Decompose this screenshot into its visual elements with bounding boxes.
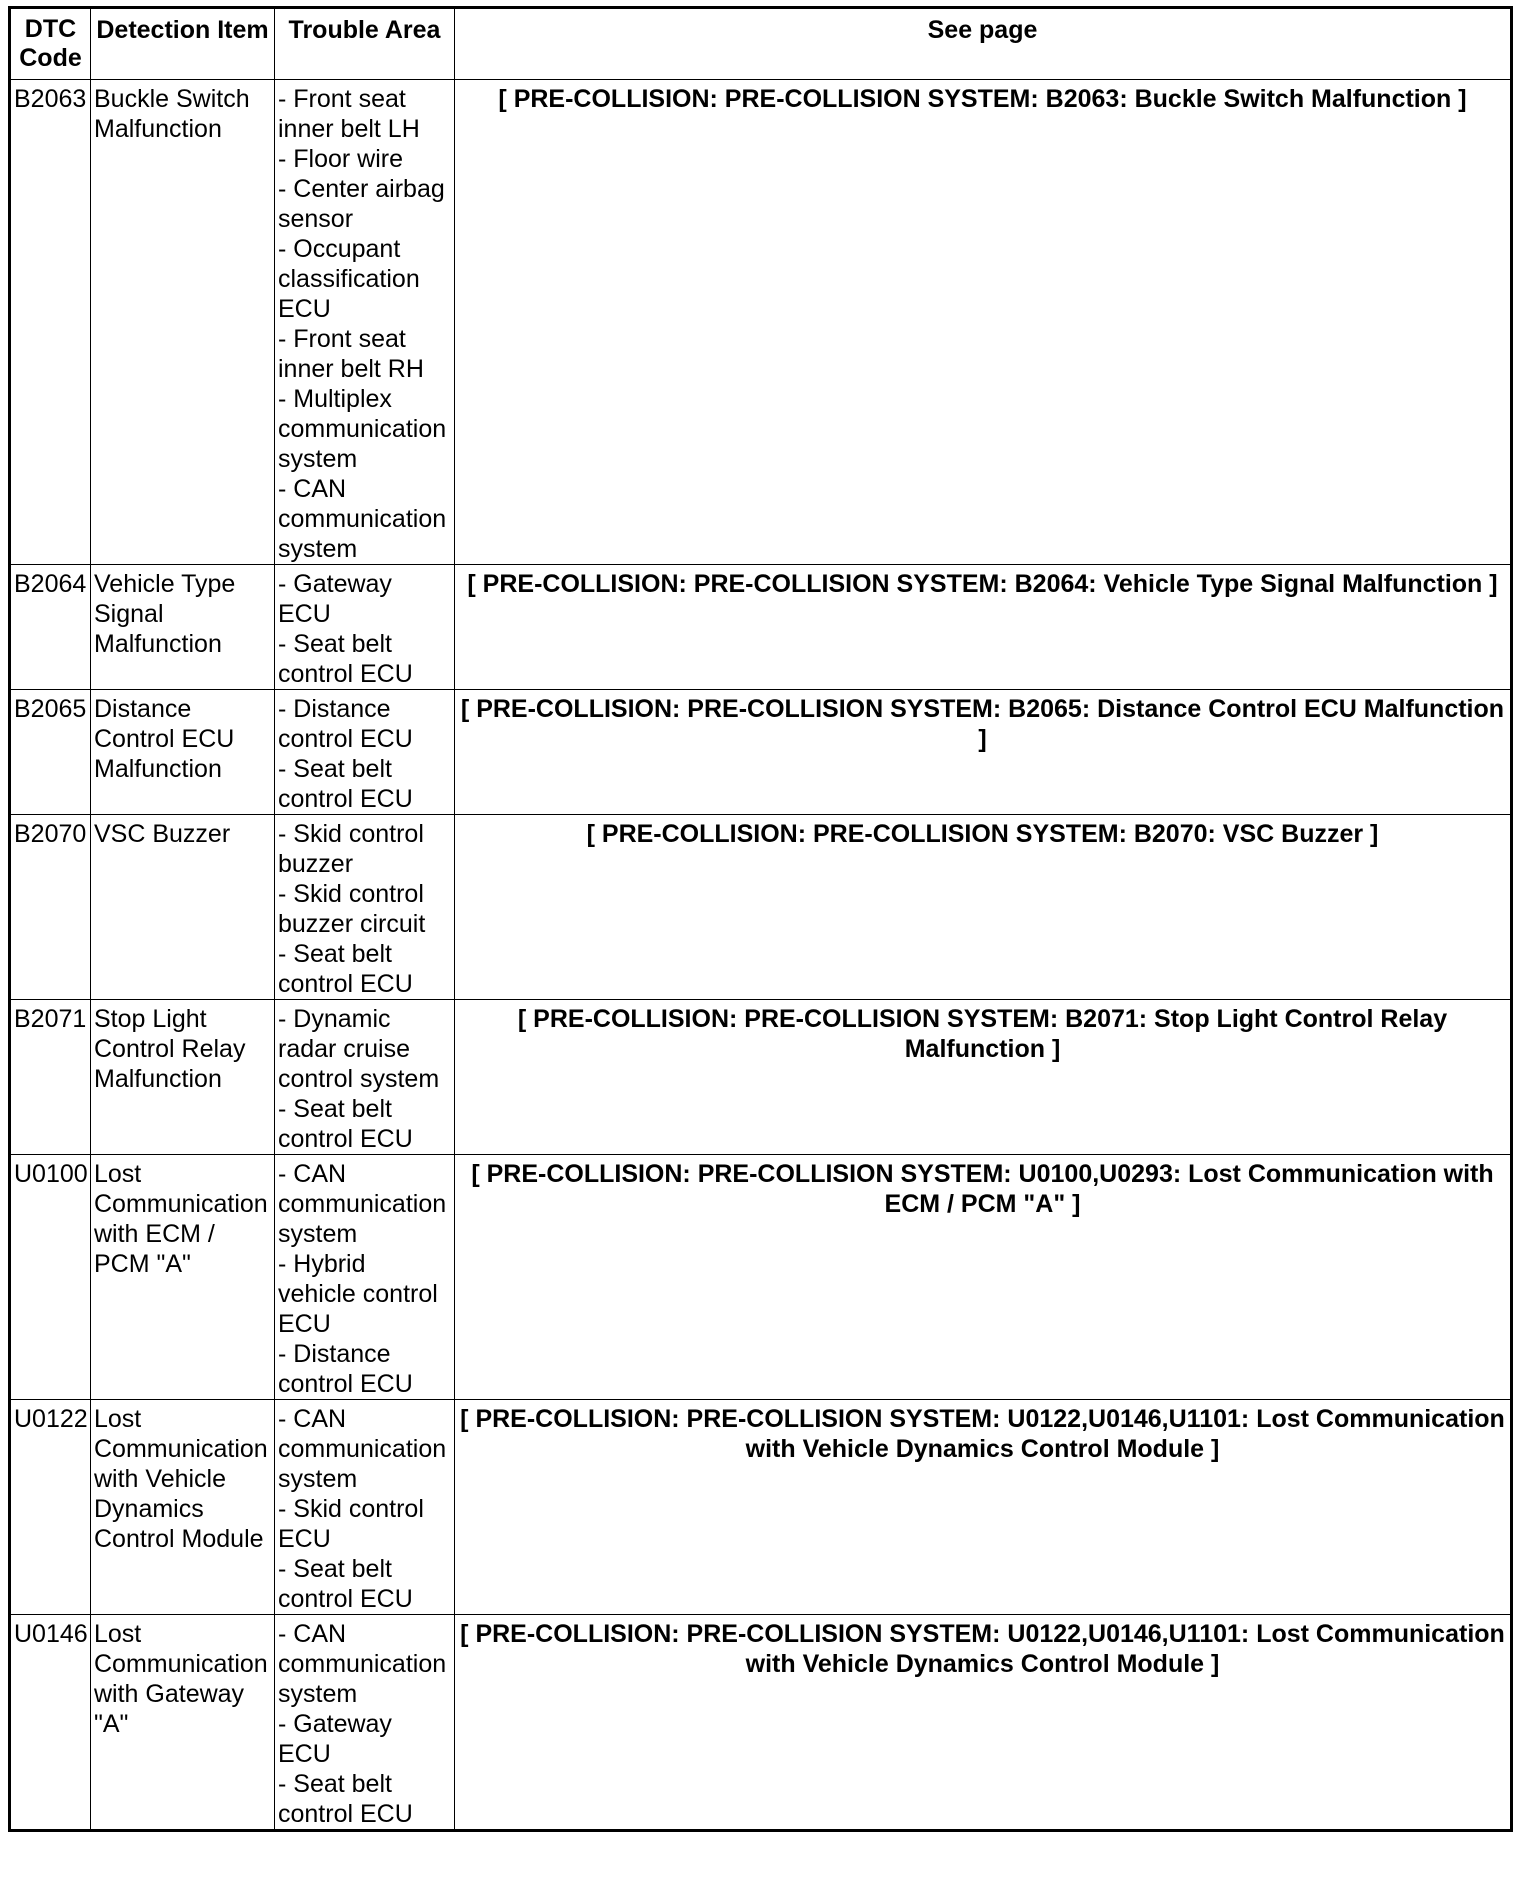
trouble-area-cell-line: system	[278, 1680, 358, 1708]
table-row	[10, 1155, 1512, 1400]
see-page-link[interactable]	[455, 1000, 1512, 1155]
trouble-area-cell-line: ECU	[278, 1525, 331, 1553]
detection-item-cell-line: with ECM /	[94, 1220, 215, 1248]
trouble-area-cell-line: - Seat belt	[278, 630, 392, 658]
trouble-area-cell-line: communication	[278, 1650, 447, 1678]
trouble-area-cell	[275, 1155, 455, 1400]
header-detection-item: Detection Item	[91, 8, 275, 80]
trouble-area-cell-line: radar cruise	[278, 1035, 410, 1063]
trouble-area-cell-line: control ECU	[278, 785, 413, 813]
detection-item-cell-line: Distance	[94, 695, 192, 723]
trouble-area-cell-line: - Skid control	[278, 880, 424, 908]
trouble-area-cell-line: control ECU	[278, 1125, 413, 1153]
trouble-area-cell-line: - Seat belt	[278, 755, 392, 783]
trouble-area-cell-line: system	[278, 1465, 358, 1493]
see-page-link[interactable]	[455, 1155, 1512, 1400]
header-see-page: See page	[455, 8, 1512, 80]
dtc-code-cell: B2070	[10, 815, 91, 1000]
see-page-link-line: [ PRE-COLLISION: PRE-COLLISION SYSTEM: B2070: VSC Buzzer ]	[586, 820, 1379, 848]
dtc-code-cell: B2071	[10, 1000, 91, 1155]
trouble-area-cell-line: ECU	[278, 295, 331, 323]
see-page-link-line: [ PRE-COLLISION: PRE-COLLISION SYSTEM: U0122,U0146,U1101: Lost Communication	[460, 1620, 1505, 1648]
trouble-area-cell-line: - Distance	[278, 1340, 391, 1368]
detection-item-cell-line: "A"	[94, 1710, 129, 1738]
trouble-area-cell-line: communication	[278, 505, 447, 533]
trouble-area-cell-line: - Seat belt	[278, 1770, 392, 1798]
trouble-area-cell-line: control ECU	[278, 1370, 413, 1398]
trouble-area-cell-line: - Gateway	[278, 570, 392, 598]
detection-item-cell-line: Vehicle Type	[94, 570, 236, 598]
trouble-area-cell	[275, 565, 455, 690]
trouble-area-cell-line: - CAN	[278, 1620, 347, 1648]
see-page-link[interactable]	[455, 690, 1512, 815]
trouble-area-cell-line: ECU	[278, 1310, 331, 1338]
trouble-area-cell-line: control ECU	[278, 660, 413, 688]
trouble-area-cell-line: buzzer circuit	[278, 910, 426, 938]
trouble-area-cell-line: - CAN	[278, 1405, 347, 1433]
detection-item-cell	[91, 690, 275, 815]
see-page-link-line: [ PRE-COLLISION: PRE-COLLISION SYSTEM: B2071: Stop Light Control Relay	[517, 1005, 1448, 1033]
dtc-table	[8, 6, 1513, 1832]
detection-item-cell-line: with Gateway	[94, 1680, 245, 1708]
trouble-area-cell	[275, 690, 455, 815]
see-page-link-line: [ PRE-COLLISION: PRE-COLLISION SYSTEM: U0100,U0293: Lost Communication with	[471, 1160, 1494, 1188]
detection-item-cell-line: Control Relay	[94, 1035, 246, 1063]
see-page-link-line: ECM / PCM "A" ]	[884, 1190, 1081, 1218]
header-dtc-code: DTC Code	[10, 8, 91, 80]
trouble-area-cell-line: control ECU	[278, 970, 413, 998]
see-page-link[interactable]	[455, 815, 1512, 1000]
trouble-area-cell-line: control system	[278, 1065, 440, 1093]
detection-item-cell-line: Communication	[94, 1190, 268, 1218]
see-page-link-line: [ PRE-COLLISION: PRE-COLLISION SYSTEM: B2064: Vehicle Type Signal Malfunction ]	[467, 570, 1498, 598]
dtc-code-cell: U0122	[10, 1400, 91, 1615]
trouble-area-cell-line: control ECU	[278, 1585, 413, 1613]
trouble-area-cell-line: system	[278, 1220, 358, 1248]
table-body	[10, 80, 1512, 1831]
trouble-area-cell-line: vehicle control	[278, 1280, 438, 1308]
trouble-area-cell-line: - Floor wire	[278, 145, 404, 173]
table-row	[10, 815, 1512, 1000]
trouble-area-cell	[275, 1000, 455, 1155]
trouble-area-cell-line: - Seat belt	[278, 1095, 392, 1123]
trouble-area-cell-line: - Center airbag	[278, 175, 445, 203]
see-page-link-line: [ PRE-COLLISION: PRE-COLLISION SYSTEM: U0122,U0146,U1101: Lost Communication	[460, 1405, 1505, 1433]
trouble-area-cell-line: - Seat belt	[278, 1555, 392, 1583]
header-trouble-area: Trouble Area	[275, 8, 455, 80]
trouble-area-cell-line: classification	[278, 265, 420, 293]
detection-item-cell-line: Lost	[94, 1160, 142, 1188]
trouble-area-cell-line: - Hybrid	[278, 1250, 366, 1278]
trouble-area-cell-line: ECU	[278, 600, 331, 628]
table-row	[10, 1400, 1512, 1615]
table-row	[10, 690, 1512, 815]
detection-item-cell-line: Control Module	[94, 1525, 264, 1553]
see-page-link[interactable]	[455, 80, 1512, 565]
trouble-area-cell-line: communication	[278, 1435, 447, 1463]
see-page-link-line: with Vehicle Dynamics Control Module ]	[745, 1435, 1220, 1463]
detection-item-cell-line: Malfunction	[94, 1065, 222, 1093]
detection-item-cell	[91, 1400, 275, 1615]
dtc-code-cell: B2063	[10, 80, 91, 565]
trouble-area-cell-line: control ECU	[278, 725, 413, 753]
header-row	[10, 8, 1512, 80]
trouble-area-cell-line: communication	[278, 415, 447, 443]
detection-item-cell-line: Communication	[94, 1650, 268, 1678]
dtc-code-cell: B2064	[10, 565, 91, 690]
table-row	[10, 565, 1512, 690]
table-row	[10, 1615, 1512, 1831]
detection-item-cell-line: Malfunction	[94, 755, 222, 783]
see-page-link-line: with Vehicle Dynamics Control Module ]	[745, 1650, 1220, 1678]
see-page-link[interactable]	[455, 1615, 1512, 1831]
trouble-area-cell-line: - Seat belt	[278, 940, 392, 968]
dtc-code-cell: B2065	[10, 690, 91, 815]
detection-item-cell	[91, 1000, 275, 1155]
trouble-area-cell-line: - CAN	[278, 475, 347, 503]
see-page-link[interactable]	[455, 1400, 1512, 1615]
detection-item-cell	[91, 815, 275, 1000]
detection-item-cell	[91, 1615, 275, 1831]
see-page-link-line: [ PRE-COLLISION: PRE-COLLISION SYSTEM: B2063: Buckle Switch Malfunction ]	[498, 85, 1467, 113]
detection-item-cell-line: with Vehicle	[94, 1465, 227, 1493]
trouble-area-cell-line: - Front seat	[278, 325, 406, 353]
detection-item-cell-line: VSC Buzzer	[94, 820, 231, 848]
see-page-link[interactable]	[455, 565, 1512, 690]
trouble-area-cell-line: - Distance	[278, 695, 391, 723]
table-row	[10, 80, 1512, 565]
trouble-area-cell	[275, 815, 455, 1000]
trouble-area-cell-line: sensor	[278, 205, 354, 233]
dtc-code-cell: U0146	[10, 1615, 91, 1831]
trouble-area-cell-line: communication	[278, 1190, 447, 1218]
trouble-area-cell-line: - Skid control	[278, 820, 424, 848]
trouble-area-cell-line: system	[278, 445, 358, 473]
dtc-code-cell: U0100	[10, 1155, 91, 1400]
table-row	[10, 1000, 1512, 1155]
detection-item-cell-line: Malfunction	[94, 115, 222, 143]
trouble-area-cell-line: inner belt RH	[278, 355, 424, 383]
trouble-area-cell-line: - Multiplex	[278, 385, 392, 413]
trouble-area-cell-line: system	[278, 535, 358, 563]
trouble-area-cell-line: buzzer	[278, 850, 354, 878]
trouble-area-cell-line: - Skid control	[278, 1495, 424, 1523]
trouble-area-cell	[275, 1400, 455, 1615]
see-page-link-line: [ PRE-COLLISION: PRE-COLLISION SYSTEM: B2065: Distance Control ECU Malfunction	[460, 695, 1505, 723]
trouble-area-cell-line: - CAN	[278, 1160, 347, 1188]
detection-item-cell-line: Signal	[94, 600, 164, 628]
trouble-area-cell	[275, 80, 455, 565]
detection-item-cell-line: Lost	[94, 1620, 142, 1648]
see-page-link-line: ]	[978, 725, 987, 753]
trouble-area-cell-line: inner belt LH	[278, 115, 420, 143]
detection-item-cell	[91, 1155, 275, 1400]
detection-item-cell	[91, 565, 275, 690]
detection-item-cell-line: Buckle Switch	[94, 85, 250, 113]
trouble-area-cell-line: - Occupant	[278, 235, 401, 263]
detection-item-cell-line: Lost	[94, 1405, 142, 1433]
detection-item-cell-line: PCM "A"	[94, 1250, 191, 1278]
detection-item-cell-line: Malfunction	[94, 630, 222, 658]
trouble-area-cell-line: ECU	[278, 1740, 331, 1768]
detection-item-cell	[91, 80, 275, 565]
trouble-area-cell-line: - Gateway	[278, 1710, 392, 1738]
detection-item-cell-line: Communication	[94, 1435, 268, 1463]
detection-item-cell-line: Dynamics	[94, 1495, 204, 1523]
trouble-area-cell-line: - Dynamic	[278, 1005, 391, 1033]
detection-item-cell-line: Stop Light	[94, 1005, 207, 1033]
trouble-area-cell-line: - Front seat	[278, 85, 406, 113]
see-page-link-line: Malfunction ]	[904, 1035, 1061, 1063]
trouble-area-cell-line: control ECU	[278, 1800, 413, 1828]
detection-item-cell-line: Control ECU	[94, 725, 235, 753]
trouble-area-cell	[275, 1615, 455, 1831]
